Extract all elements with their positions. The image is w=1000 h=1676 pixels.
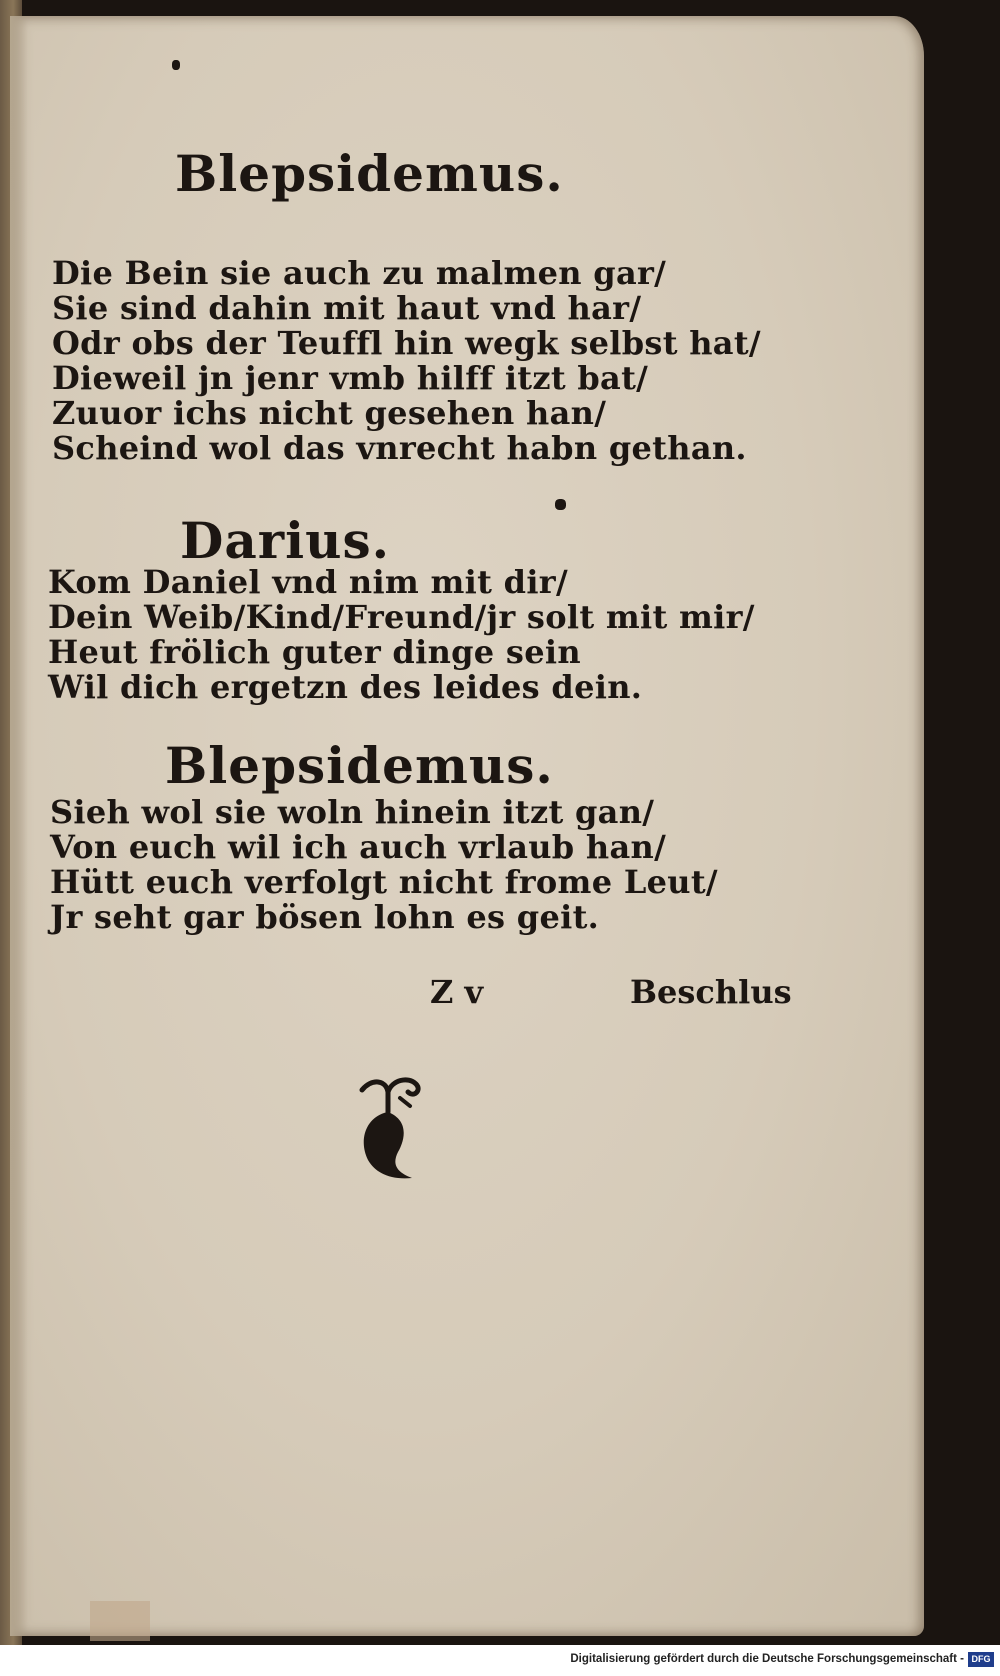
verse-line: Die Bein sie auch zu malmen gar/ xyxy=(52,254,667,292)
verse-line: Heut frölich guter dinge sein xyxy=(48,633,581,671)
funding-credit: Digitalisierung gefördert durch die Deutsche Forschungsgemeinschaft - xyxy=(570,1653,964,1665)
verse-line: Wil dich ergetzn des leides dein. xyxy=(48,668,643,706)
catchword: Beschlus xyxy=(630,973,792,1011)
verse-line: Sie sind dahin mit haut vnd har/ xyxy=(52,289,642,327)
verse-line: Zuuor ichs nicht gesehen han/ xyxy=(52,394,607,432)
verse-line: Odr obs der Teuffl hin wegk selbst hat/ xyxy=(52,324,761,362)
page-gutter-shadow xyxy=(10,16,28,1636)
speaker-heading-blepsidemus-2: Blepsidemus. xyxy=(165,736,554,795)
verse-block-3 xyxy=(50,795,718,935)
footer-bar xyxy=(0,1645,1000,1676)
signature-mark: Z v xyxy=(430,973,484,1011)
verse-line: Kom Daniel vnd nim mit dir/ xyxy=(48,563,568,601)
verse-line: Dieweil jn jenr vmb hilff itzt bat/ xyxy=(52,359,649,397)
verse-block-2 xyxy=(48,565,755,705)
verse-line: Von euch wil ich auch vrlaub han/ xyxy=(50,828,667,866)
speaker-heading-blepsidemus-1: Blepsidemus. xyxy=(175,144,564,203)
book-page xyxy=(10,16,924,1636)
verse-line: Dein Weib/Kind/Freund/jr solt mit mir/ xyxy=(48,598,755,636)
verse-line: Hütt euch verfolgt nicht frome Leut/ xyxy=(50,863,718,901)
speaker-heading-darius: Darius. xyxy=(180,511,391,570)
hedera-leaf-icon xyxy=(352,1068,442,1188)
page-stain xyxy=(90,1601,150,1641)
verse-line: Scheind wol das vnrecht habn gethan. xyxy=(52,429,747,467)
verse-block-1 xyxy=(52,256,761,466)
ink-spot xyxy=(172,60,180,70)
verse-line: Jr seht gar bösen lohn es geit. xyxy=(50,898,600,936)
verse-line: Sieh wol sie woln hinein itzt gan/ xyxy=(50,793,655,831)
dfg-logo: DFG xyxy=(968,1652,994,1667)
ink-spot xyxy=(555,499,566,510)
